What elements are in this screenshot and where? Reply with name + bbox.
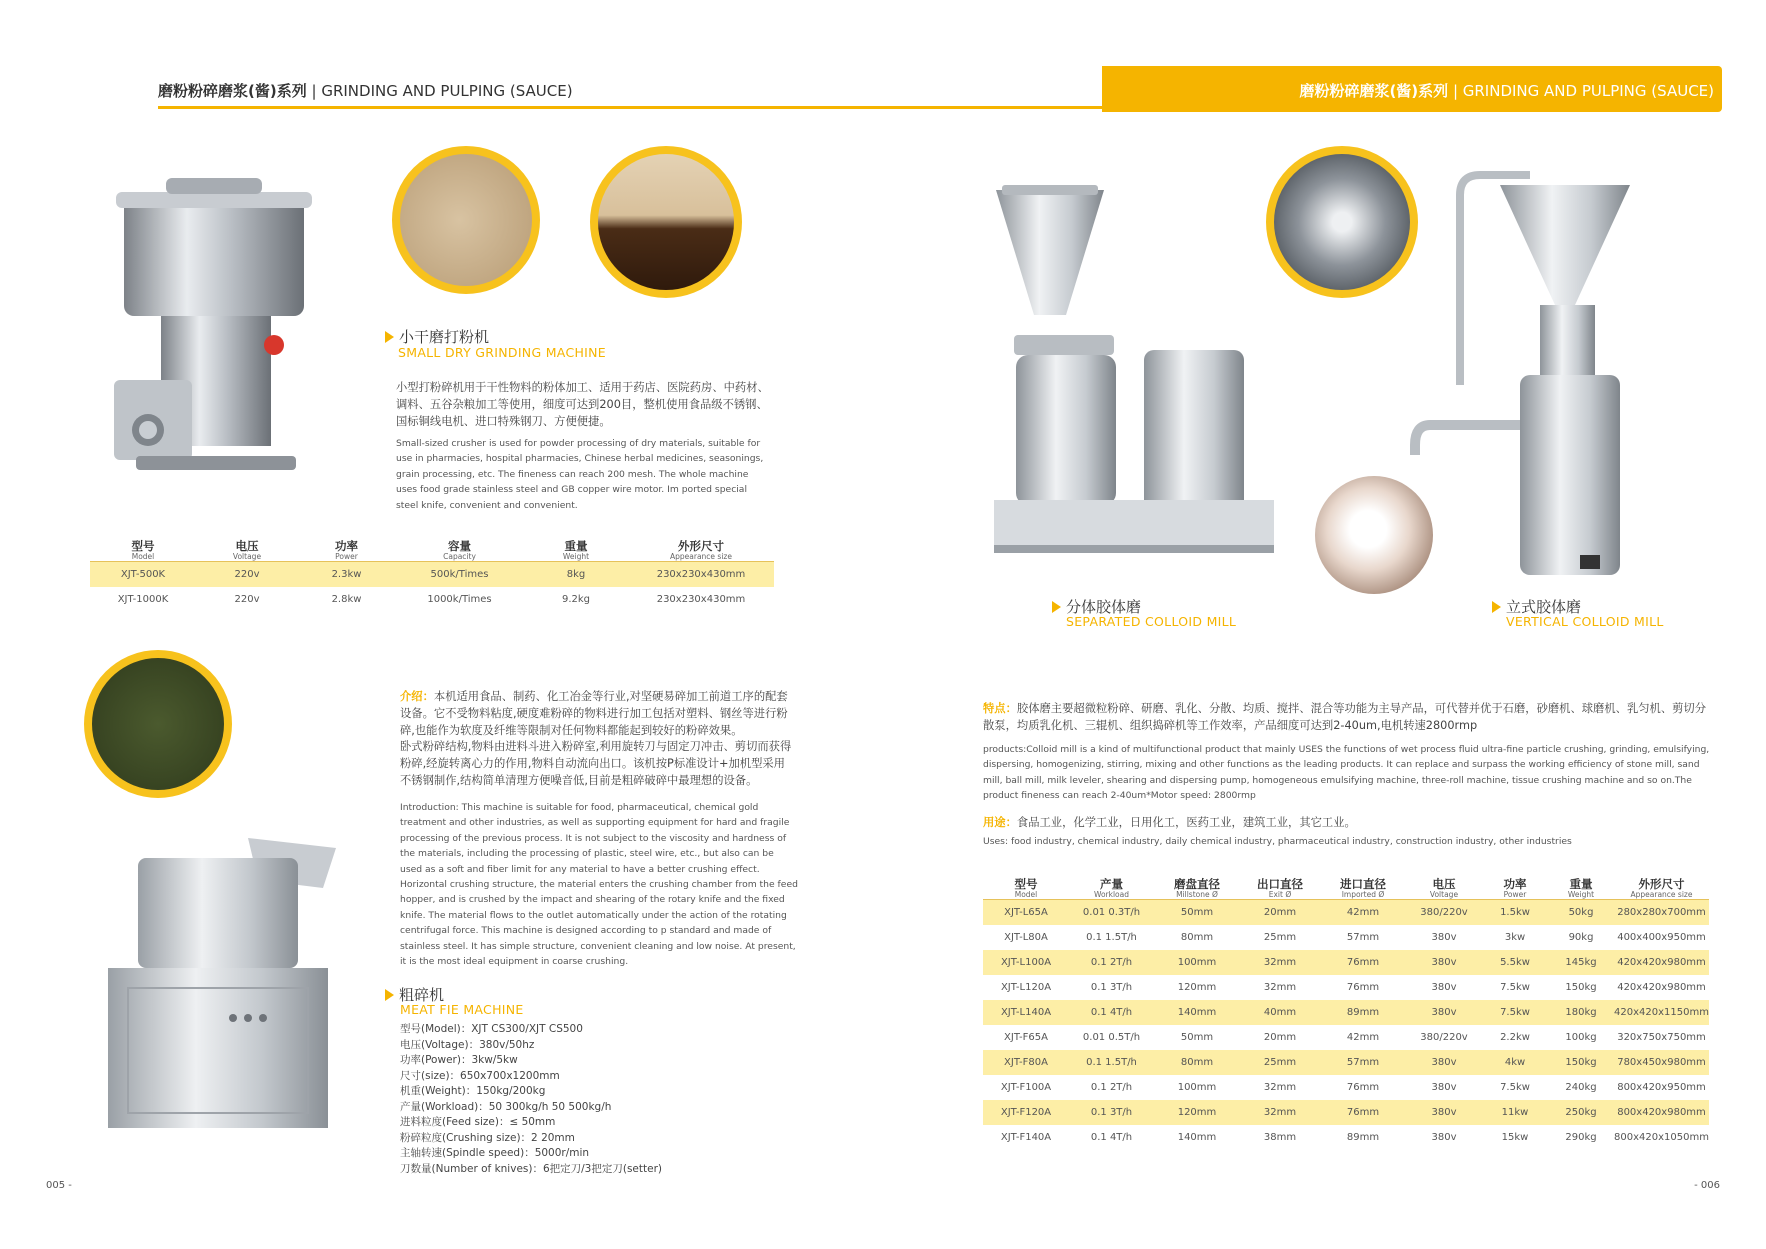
spec-line: 机重(Weight)：150kg/200kg	[400, 1085, 546, 1097]
table-cell: 380v	[1431, 931, 1457, 943]
table-cell: 76mm	[1346, 1081, 1380, 1093]
table-cell: XJT-F140A	[1000, 1131, 1052, 1143]
coarse-crusher-specs	[400, 1022, 662, 1177]
table-cell: 25mm	[1240, 1050, 1320, 1075]
table-row	[983, 1125, 1709, 1150]
cotton-circle-image	[1315, 476, 1433, 594]
header-right	[1299, 80, 1714, 101]
table-cell: 76mm	[1320, 1100, 1406, 1125]
table-cell: 220v	[234, 593, 260, 605]
header-right-en: | GRINDING AND PULPING (SAUCE)	[1452, 82, 1714, 100]
table-cell: 76mm	[1320, 950, 1406, 975]
table-cell: 800x420x950mm	[1617, 1081, 1706, 1093]
table-cell: 42mm	[1320, 900, 1406, 925]
table-cell: XJT-L120A	[1000, 981, 1052, 993]
table-cell: XJT-L80A	[1004, 931, 1048, 943]
small-grinder-photo	[106, 170, 316, 480]
table-cell: 240kg	[1565, 1081, 1597, 1093]
table-cell: 120mm	[1154, 1100, 1240, 1125]
table-cell: 0.1 2T/h	[1069, 950, 1154, 975]
powder-circle-image	[392, 146, 540, 294]
table-row	[983, 925, 1709, 950]
table-cell: 32mm	[1240, 1100, 1320, 1125]
coarse-crusher-title: 粗碎机	[385, 984, 444, 1005]
table-cell: 380v	[1406, 1100, 1482, 1125]
table-cell: 100kg	[1565, 1031, 1597, 1043]
table-cell: 380v	[1431, 1081, 1457, 1093]
table-row	[90, 562, 774, 587]
table-header-cell: 电压 Voltage	[1429, 877, 1459, 899]
table-cell: 76mm	[1346, 981, 1380, 993]
triangle-bullet-icon	[1052, 601, 1061, 613]
table-header-cell: 电压 Voltage	[232, 539, 262, 561]
small-grinder-desc-en: Small-sized crusher is used for powder processing of dry materials, suitable for use in pharmacies, hospital pharmacies, Chinese herbal medicines, seasonings, grain processing, etc. The fineness can reach 200 mesh. The whole machine uses food grade stainless steel and GB copper wire motor. Im ported special steel knife, convenient and convenient.	[396, 438, 764, 511]
table-cell: 40mm	[1240, 1000, 1320, 1025]
table-cell: 0.1 2T/h	[1090, 1081, 1133, 1093]
table-cell: 57mm	[1346, 931, 1380, 943]
table-cell: XJT-F100A	[1000, 1081, 1052, 1093]
table-row	[983, 950, 1709, 975]
coarse-crusher-subtitle: MEAT FIE MACHINE	[400, 1002, 524, 1017]
table-cell: 380/220v	[1406, 900, 1482, 925]
table-cell: XJT-F120A	[983, 1100, 1069, 1125]
table-cell: 0.1 4T/h	[1069, 1000, 1154, 1025]
spec-line: 进料粒度(Feed size)：≤ 50mm	[400, 1116, 556, 1128]
table-cell: 80mm	[1180, 931, 1214, 943]
table-cell: 0.01 0.5T/h	[1082, 1031, 1141, 1043]
table-cell: 5.5kw	[1482, 950, 1548, 975]
table-header-cell: 磨盘直径 Millstone Ø	[1174, 877, 1220, 899]
header-left	[158, 80, 573, 101]
table-header-cell: 型号 Model	[131, 539, 155, 561]
table-cell: 32mm	[1240, 950, 1320, 975]
table-cell: 0.1 3T/h	[1090, 981, 1133, 993]
page-number-right: - 006	[1694, 1180, 1720, 1191]
separated-colloid-title: 分体胶体磨	[1052, 596, 1141, 617]
seeds-circle-image	[590, 146, 742, 298]
table-cell: 3kw	[1504, 931, 1526, 943]
spec-line: 电压(Voltage)：380v/50hz	[400, 1038, 535, 1051]
table-row	[983, 1025, 1709, 1050]
header-rule	[158, 106, 1102, 109]
table-cell: XJT-F80A	[983, 1050, 1069, 1075]
table-header-cell: 功率 Power	[1503, 877, 1527, 899]
table-header-cell: 容量 Capacity	[443, 539, 476, 561]
table-cell: 42mm	[1346, 1031, 1380, 1043]
vertical-colloid-mill-photo	[1400, 155, 1670, 575]
uses-en: Uses: food industry, chemical industry, daily chemical industry, pharmaceutical industry, construction industry, other industries	[983, 836, 1572, 847]
table-cell: 80mm	[1154, 1050, 1240, 1075]
triangle-bullet-icon	[1492, 601, 1501, 613]
coarse-crusher-intro-en: Introduction: This machine is suitable for food, pharmaceutical, chemical gold treatment and other industries, as well as supporting equipment for hard and fragile processing of the previous process. It is not subject to the viscosity and hardness of the materials, including the processing of plastic, steel wire, etc., but also can be used as a soft and fiber limit for any material to have a better crushing effect. Horizontal crushing structure, the material enters the crushing chamber from the feed hopper, and is crushed by the impact and shearing of the rotary knife and the fixed knife. The material flows to the outlet automatically under the action of the rotating centrifugal force. This machine is designed according to p standard and made of stainless steel. It has simple structure, convenient cleaning and low noise. At present, it is the most ideal equipment in coarse crushing.	[400, 802, 798, 968]
table-row	[983, 1075, 1709, 1100]
table-cell: XJT-F65A	[1004, 1031, 1048, 1043]
table-cell: 420x420x980mm	[1617, 981, 1706, 993]
table-row	[983, 975, 1709, 1000]
table-cell: 20mm	[1240, 900, 1320, 925]
table-header-cell: 功率 Power	[335, 539, 358, 561]
table-header-cell: 重量 Weight	[1567, 877, 1595, 899]
spec-line: 粉碎粒度(Crushing size)：2 20mm	[400, 1131, 575, 1144]
spec-line: 功率(Power)：3kw/5kw	[400, 1054, 518, 1066]
table-cell: 0.1 4T/h	[1090, 1131, 1133, 1143]
coarse-crusher-intro-zh: 介绍：本机适用食品、制药、化工冶金等行业,对坚硬易碎加工前道工序的配套设备。它不受物料粘度,硬度难粉碎的物料进行加工包括对塑料、钢丝等进行粉碎,也能作为软度及纤维等限制对任何物料都能起到较好的粉碎效果。	[400, 690, 788, 737]
table-cell: 100mm	[1154, 950, 1240, 975]
table-cell: 220v	[196, 562, 298, 587]
spec-line: 型号(Model)：XJT CS300/XJT CS500	[400, 1023, 583, 1035]
table-cell: 150kg	[1548, 1050, 1614, 1075]
table-cell: 9.2kg	[561, 593, 591, 605]
table-cell: 50mm	[1180, 1031, 1214, 1043]
table-header-cell: 重量 Weight	[562, 539, 590, 561]
table-cell: 2.3kw	[298, 562, 395, 587]
uses-label: 用途：	[983, 816, 1017, 829]
table-cell: 180kg	[1548, 1000, 1614, 1025]
table-cell: 2.8kw	[331, 593, 362, 605]
table-row	[90, 587, 774, 612]
table-cell: 32mm	[1263, 1081, 1297, 1093]
table-cell: 320x750x750mm	[1617, 1031, 1706, 1043]
table-cell: 230x230x430mm	[656, 593, 746, 605]
table-cell: 145kg	[1548, 950, 1614, 975]
table-cell: 500k/Times	[395, 562, 524, 587]
triangle-bullet-icon	[385, 331, 394, 343]
table-cell: 780x450x980mm	[1614, 1050, 1709, 1075]
table-cell: 1000k/Times	[427, 593, 492, 605]
spec-line: 产量(Workload)：50 300kg/h 50 500kg/h	[400, 1100, 612, 1113]
table-cell: 15kw	[1501, 1131, 1529, 1143]
table-header-cell: 型号 Model	[1014, 877, 1038, 899]
table-cell: 380v	[1406, 1050, 1482, 1075]
table-cell: 380v	[1431, 981, 1457, 993]
table-cell: 0.1 1.5T/h	[1069, 1050, 1154, 1075]
table-header-cell: 外形尺寸 Appearance size	[670, 539, 732, 561]
table-header-cell: 产量 Workload	[1093, 877, 1130, 899]
table-row	[983, 1050, 1709, 1075]
table-header-cell: 进口直径 Imported Ø	[1340, 877, 1386, 899]
spec-line: 尺寸(size)：650x700x1200mm	[400, 1069, 560, 1082]
table-header-cell: 出口直径 Exit Ø	[1257, 877, 1303, 899]
table-cell: 100mm	[1177, 1081, 1217, 1093]
table-cell: 89mm	[1346, 1131, 1380, 1143]
table-row	[983, 1000, 1709, 1025]
header-right-zh: 磨粉粉碎磨浆(酱)系列	[1299, 82, 1449, 100]
coarse-crusher-photo	[98, 818, 338, 1138]
table-cell: 57mm	[1320, 1050, 1406, 1075]
colloid-mill-table	[983, 874, 1709, 1150]
table-cell: 290kg	[1565, 1131, 1597, 1143]
table-cell: 420x420x980mm	[1614, 950, 1709, 975]
table-cell: 380v	[1406, 950, 1482, 975]
table-cell: 140mm	[1154, 1000, 1240, 1025]
table-cell: 420x420x1150mm	[1614, 1000, 1709, 1025]
table-cell: 250kg	[1548, 1100, 1614, 1125]
intro-label: 介绍：	[400, 690, 434, 703]
table-cell: XJT-500K	[90, 562, 196, 587]
vertical-colloid-title: 立式胶体磨	[1492, 596, 1581, 617]
millstone-circle-image	[1266, 146, 1418, 298]
table-cell: 50kg	[1548, 900, 1614, 925]
table-header-row	[90, 536, 774, 562]
spec-line: 主轴转速(Spindle speed)：5000r/min	[400, 1147, 590, 1159]
table-cell: 0.01 0.3T/h	[1069, 900, 1154, 925]
uses-zh: 用途：食品工业，化学工业，日用化工，医药工业，建筑工业，其它工业。	[983, 816, 1356, 829]
table-cell: 280x280x700mm	[1614, 900, 1709, 925]
spec-line: 刀数量(Number of knives)：6把定刀/3把定刀(setter)	[400, 1162, 662, 1175]
table-cell: 400x400x950mm	[1617, 931, 1706, 943]
table-cell: 150kg	[1565, 981, 1597, 993]
table-cell: 0.1 1.5T/h	[1086, 931, 1137, 943]
table-cell: 11kw	[1482, 1100, 1548, 1125]
small-grinder-desc-zh: 小型打粉碎机用于干性物料的粉体加工、适用于药店、医院药房、中药材、调料、五谷杂粮加工等使用，细度可达到200目，整机使用食品级不锈钢、国标铜线电机、进口特殊钢刀、方便便捷。	[396, 381, 769, 428]
table-cell: 230x230x430mm	[628, 562, 774, 587]
small-grinder-subtitle: SMALL DRY GRINDING MACHINE	[398, 345, 607, 360]
table-cell: 380v	[1431, 1131, 1457, 1143]
table-header-row	[983, 874, 1709, 900]
header-left-zh: 磨粉粉碎磨浆(酱)系列	[158, 82, 307, 100]
table-cell: 38mm	[1263, 1131, 1297, 1143]
table-cell: 380v	[1406, 1000, 1482, 1025]
features-label: 特点：	[983, 702, 1017, 715]
vertical-colloid-subtitle: VERTICAL COLLOID MILL	[1506, 614, 1664, 629]
separated-colloid-subtitle: SEPARATED COLLOID MILL	[1066, 614, 1237, 629]
table-cell: XJT-1000K	[117, 593, 169, 605]
table-row	[983, 1100, 1709, 1125]
page-number-left: 005 -	[46, 1180, 72, 1191]
table-cell: 7.5kw	[1500, 981, 1530, 993]
table-cell: XJT-L100A	[983, 950, 1069, 975]
table-cell: XJT-L65A	[983, 900, 1069, 925]
table-cell: 380/220v	[1420, 1031, 1468, 1043]
table-cell: 1.5kw	[1482, 900, 1548, 925]
table-cell: 8kg	[524, 562, 628, 587]
features-en: products:Colloid mill is a kind of multifunctional product that mainly USES the functions of wet process fluid ultra-fine particle crushing, grinding, emulsifying, dispersing, homogenizing, stirring, mixing and other functions as the leading products. It can replace and surpass the working efficiency of stone mill, sand mill, ball mill, milk leveler, shearing and dispersing pump, homogeneous emulsifying machine, three-roll machine, tissue crushing machine and so on.The product fineness can reach 2-40um*Motor speed: 2800rmp	[983, 744, 1710, 802]
small-grinder-table	[90, 536, 774, 612]
table-cell: 7.5kw	[1500, 1081, 1530, 1093]
tea-circle-image	[84, 650, 232, 798]
table-cell: 4kw	[1482, 1050, 1548, 1075]
table-cell: 120mm	[1177, 981, 1217, 993]
table-cell: 50mm	[1154, 900, 1240, 925]
table-cell: 800x420x1050mm	[1614, 1131, 1709, 1143]
small-grinder-title: 小干磨打粉机	[385, 326, 489, 347]
table-cell: 800x420x980mm	[1614, 1100, 1709, 1125]
features-zh: 特点：胶体磨主要超微粒粉碎、研磨、乳化、分散、均质、搅拌、混合等功能为主导产品，可代替并优于石磨，砂磨机、球磨机、乳匀机、剪切分散泵，均质乳化机、三辊机、组织捣碎机等工作效率，产品细度可达到2-40um,电机转速2800rmp	[983, 702, 1707, 732]
table-cell: 90kg	[1568, 931, 1594, 943]
table-cell: 89mm	[1320, 1000, 1406, 1025]
table-cell: 32mm	[1263, 981, 1297, 993]
table-cell: 140mm	[1177, 1131, 1217, 1143]
header-left-en: | GRINDING AND PULPING (SAUCE)	[311, 82, 573, 100]
separated-colloid-mill-photo	[994, 185, 1274, 565]
table-header-cell: 外形尺寸 Appearance size	[1630, 877, 1693, 899]
table-cell: 25mm	[1263, 931, 1297, 943]
table-cell: 0.1 3T/h	[1069, 1100, 1154, 1125]
table-cell: 20mm	[1263, 1031, 1297, 1043]
table-row	[983, 900, 1709, 925]
coarse-crusher-intro-zh-2: 卧式粉碎结构,物料由进料斗进入粉碎室,利用旋转刀与固定刀冲击、剪切而获得粉碎,经旋转离心力的作用,物料自动流向出口。该机按P标准设计+加机型采用不锈钢制作,结构简单清理方便噪音低,目前是粗碎破碎中最理想的设备。	[400, 740, 792, 787]
table-cell: 2.2kw	[1500, 1031, 1530, 1043]
table-cell: XJT-L140A	[983, 1000, 1069, 1025]
table-cell: 7.5kw	[1482, 1000, 1548, 1025]
triangle-bullet-icon	[385, 989, 394, 1001]
